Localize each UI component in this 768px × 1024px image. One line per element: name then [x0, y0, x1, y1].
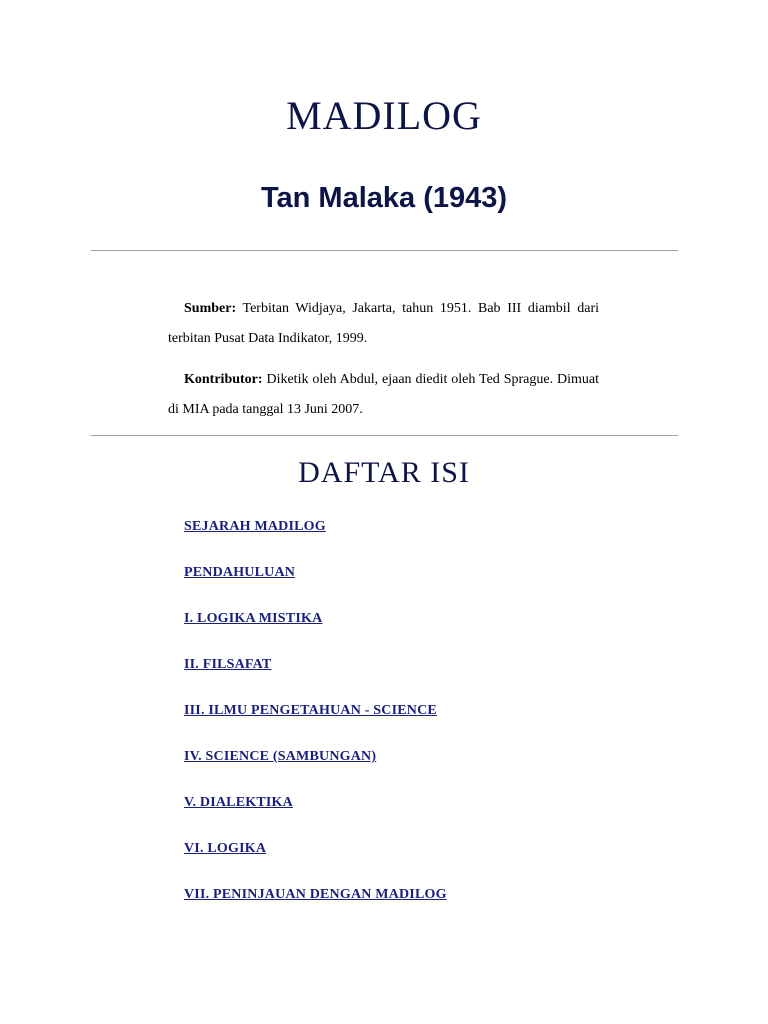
- toc-link-science-sambungan[interactable]: IV. SCIENCE (SAMBUNGAN): [184, 749, 377, 764]
- toc-link-logika[interactable]: VI. LOGIKA: [184, 841, 267, 856]
- source-label: Sumber:: [184, 301, 237, 316]
- divider-top: [91, 250, 678, 251]
- toc-item: [184, 609, 447, 655]
- toc-link-dialektika[interactable]: V. DIALEKTIKA: [184, 795, 293, 810]
- page-title: MADILOG: [286, 93, 482, 138]
- source-text: Terbitan Widjaya, Jakarta, tahun 1951. Bab III diambil dari terbitan Pusat Data Indikator, 1999.: [168, 301, 599, 346]
- toc-link-ilmu-pengetahuan[interactable]: III. ILMU PENGETAHUAN - SCIENCE: [184, 703, 437, 718]
- toc-link-peninjauan-madilog[interactable]: VII. PENINJAUAN DENGAN MADILOG: [184, 887, 447, 902]
- divider-bottom: [91, 435, 678, 436]
- toc-item: [184, 747, 447, 793]
- contributor-paragraph: [168, 365, 599, 425]
- toc-item: [184, 839, 447, 885]
- toc-heading: DAFTAR ISI: [298, 456, 470, 489]
- author-subtitle: Tan Malaka (1943): [260, 182, 508, 214]
- toc-link-logika-mistika[interactable]: I. LOGIKA MISTIKA: [184, 611, 323, 626]
- toc-item: [184, 885, 447, 931]
- toc-item: [184, 655, 447, 701]
- toc-item: [184, 701, 447, 747]
- contributor-text: Diketik oleh Abdul, ejaan diedit oleh Ted Sprague. Dimuat di MIA pada tanggal 13 Juni 2007.: [168, 372, 599, 417]
- toc-item: [184, 517, 447, 563]
- source-paragraph: [168, 294, 599, 354]
- toc-item: [184, 563, 447, 609]
- toc-list: [184, 517, 447, 931]
- contributor-label: Kontributor:: [184, 372, 263, 387]
- toc-link-filsafat[interactable]: II. FILSAFAT: [184, 657, 272, 672]
- toc-link-pendahuluan[interactable]: PENDAHULUAN: [184, 565, 296, 580]
- toc-item: [184, 793, 447, 839]
- toc-link-sejarah-madilog[interactable]: SEJARAH MADILOG: [184, 519, 326, 534]
